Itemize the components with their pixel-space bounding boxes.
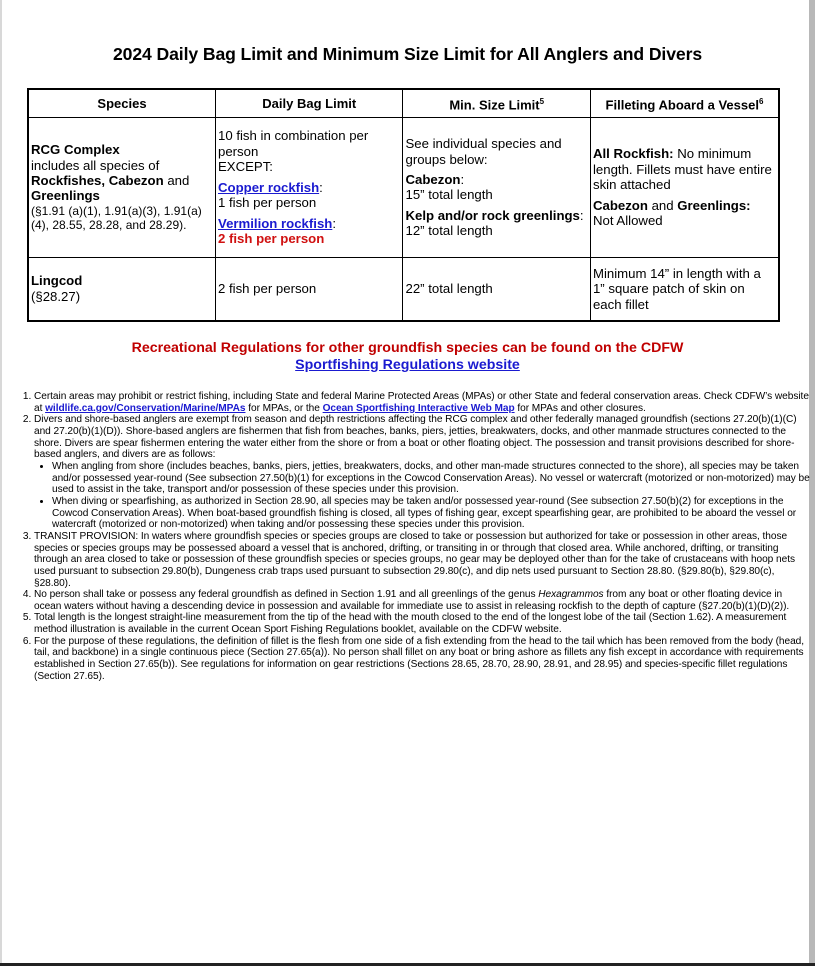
cell-lingcod-size: 22” total length — [403, 257, 590, 321]
table-row-rcg — [28, 118, 779, 258]
cell-rcg-fillet: All Rockfish: No minimum length. Fillets must have entire skin attached Cabezon and Greenlings: Not Allowed — [590, 118, 779, 258]
vermilion-rockfish-link[interactable]: Vermilion rockfish — [218, 215, 333, 231]
footnote-4: 4. No person shall take or possess any federal groundfish as defined in Section 1.91 and all greenlings of the genus Hexagrammos from any boat or other floating device in ocean waters without having a descending device in possession and available for immediate use to assist in releasing rockfish to the depth of capture (§27.20(b)(1)(D)(2)). — [34, 589, 810, 612]
table-row-lingcod — [28, 257, 779, 321]
notice-text: Recreational Regulations for other groundfish species can be found on the CDFW — [131, 340, 684, 356]
cell-lingcod-species: Lingcod (§28.27) — [28, 257, 216, 321]
rcg-name: RCG Complex — [31, 142, 120, 158]
header-bag-limit: Daily Bag Limit — [216, 89, 403, 118]
sportfishing-regulations-link[interactable]: Sportfishing Regulations website — [295, 357, 520, 373]
table-header-row — [28, 89, 779, 118]
vermilion-limit: 2 fish per person — [218, 230, 325, 246]
footnote-2-bullet-shore: • When angling from shore (includes beaches, banks, piers, jetties, breakwaters, docks, and other man-made structures connected to the shore), all species may be taken and/or possessed year-round (See subsection 27.50(b)(1) for exceptions in the Cowcod Conservation Areas). No vessel or watercraft (motorized or non-motorized) may be used to assist in the take, transport and/or possession of these species under this provision. — [52, 461, 810, 496]
footnote-5: 5. Total length is the longest straight-line measurement from the tip of the head with the mouth closed to the end of the longest lobe of the tail (Section 1.62). A measurement method illustration is available in the current Ocean Sport Fishing Regulations booklet, available on the CDFW website. — [34, 612, 810, 635]
footnote-6: 6. For the purpose of these regulations, the definition of fillet is the flesh from one side of a fish extending from the head to the tail which has been removed from the body (head, tail, and backbone) in a single continuous piece (Section 27.65(a)). No person shall fillet on any boat or bring ashore as fillets any fish except in accordance with requirements established in Section 27.65(b)). See regulations for information on gear restrictions (Sections 28.65, 28.70, 28.90, 28.91, and 28.95) and species-specific fillet regulations (Section 27.65). — [34, 636, 810, 683]
cell-lingcod-fillet: Minimum 14” in length with a 1” square patch of skin on each fillet — [590, 257, 779, 321]
web-map-link[interactable]: Ocean Sportfishing Interactive Web Map — [322, 402, 515, 414]
cell-lingcod-bag: 2 fish per person — [216, 257, 403, 321]
footnote-2-bullet-diving: • When diving or spearfishing, as authorized in Section 28.90, all species may be taken and/or possessed year-round (See subsection 27.50(b)(2) for exceptions in the Cowcod Conservation Areas). When boat-based groundfish fishing is closed, all types of fishing gear, except spearfishing gear, are prohibited to be aboard the vessel or watercraft (motorized or non-motorized) when taking and/or possessing these species under this provision. — [52, 496, 810, 531]
regulations-notice — [0, 340, 815, 374]
cell-rcg-bag: 10 fish in combination per person EXCEPT: Copper rockfish: 1 fish per person Vermilion rockfish: 2 fish per person — [216, 118, 403, 258]
rcg-sections: (§1.91 (a)(1), 1.91(a)(3), 1.91(a)(4), 28.55, 28.28, and 28.29). — [31, 203, 202, 233]
page-edge-left — [0, 0, 2, 966]
mpa-link[interactable]: wildlife.ca.gov/Conservation/Marine/MPAs — [45, 402, 246, 414]
cell-rcg-size: See individual species and groups below: Cabezon: 15” total length Kelp and/or rock greenlings: 12” total length — [403, 118, 590, 258]
header-filleting: Filleting Aboard a Vessel$^6$ — [590, 89, 779, 118]
footnotes-list — [22, 391, 810, 682]
header-size-limit: Min. Size Limit$^5$ — [403, 89, 590, 118]
cell-rcg-species: RCG Complex includes all species of Rockfishes, Cabezon and Greenlings (§1.91 (a)(1), 1.91(a)(3), 1.91(a)(4), 28.55, 28.28, and 28.29). — [28, 118, 216, 258]
footnote-ref-6: 6 — [758, 97, 764, 107]
footnote-2: 2. Divers and shore-based anglers are exempt from season and depth restrictions affecting the RCG complex and other federally managed groundfish (sections 27.20(b)(1)(C) and 27.20(b)(1)(D)). Shore-based anglers are fishermen that fish from beaches, banks, piers, jetties, breakwaters, docks, and other manmade structures connected to the shore. Divers are spear fishermen entering the water either from the shore or from a boat or other floating object. The possession and transit provisions described for shore-based anglers, and divers are as follows: • When angling from shore (includes beaches, banks, piers, jetties, breakwaters, docks, and other man-made structures connected to the shore), all species may be taken and/or possessed year-round (See subsection 27.50(b)(1) for exceptions in the Cowcod Conservation Areas). No vessel or watercraft (motorized or non-motorized) may be used to assist in the take, transport and/or possession of these species under this provision. • When diving or spearfishing, as authorized in Section 28.90, all species may be taken and/or possessed year-round (See subsection 27.50(b)(2) for exceptions in the Cowcod Conservation Areas). When boat-based groundfish fishing is closed, all types of fishing gear, except spearfishing gear, are prohibited to be aboard the vessel or watercraft (motorized or non-motorized) when taking and/or possessing these species under this provision. — [34, 414, 810, 531]
copper-rockfish-link[interactable]: Copper rockfish — [218, 179, 320, 195]
footnote-2-bullets — [34, 461, 810, 531]
regulations-table — [27, 88, 780, 322]
header-species: Species — [28, 89, 216, 118]
page-title: 2024 Daily Bag Limit and Minimum Size Limit for All Anglers and Divers — [112, 44, 703, 64]
footnote-1: 1. Certain areas may prohibit or restrict fishing, including State and federal Marine Protected Areas (MPAs) or other State and federal conservation areas. Check CDFW’s website at wildlife.ca.gov/Conservation/Marine/MPAs for MPAs, or the Ocean Sportfishing Interactive Web Map for MPAs and other closures. — [34, 391, 810, 414]
footnote-ref-5: 5 — [539, 97, 545, 107]
footnote-3: 3. TRANSIT PROVISION: In waters where groundfish species or species groups are closed to take or possession but authorized for take or possession in other areas, those species or species groups may be possessed aboard a vessel that is anchored, drifting, or transiting in or through that closed area. While anchored, drifting, or transiting through an area closed to take or possession of these groundfish species or species groups, no gear may be deployed other than for the take of crustaceans with hoop nets used pursuant to subsection 29.80(b), Dungeness crab traps used pursuant to subsection 29.80(c), and dip nets used pursuant to Section 28.80. (§29.80(b), §29.80(c), §28.80). — [34, 531, 810, 589]
